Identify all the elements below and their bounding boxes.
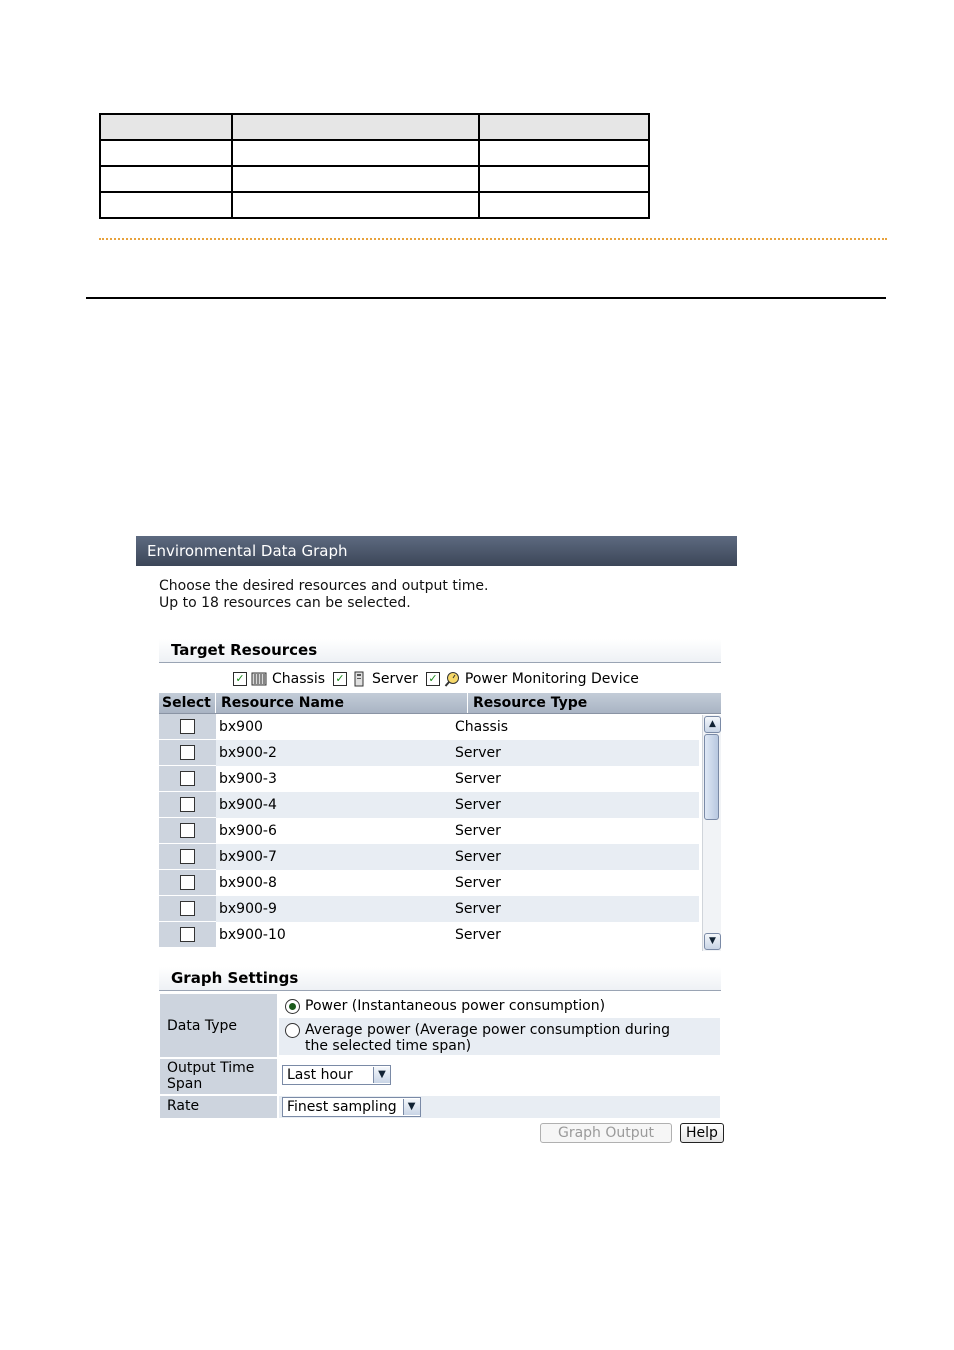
average-power-radio[interactable] xyxy=(285,1023,300,1038)
resource-type-cell: Server xyxy=(455,849,501,865)
column-header-select[interactable]: Select xyxy=(159,693,216,713)
server-icon xyxy=(351,671,367,687)
table-row[interactable] xyxy=(159,870,699,896)
intro-line-1: Choose the desired resources and output time. xyxy=(159,578,489,594)
chassis-icon xyxy=(251,671,267,687)
panel-actions xyxy=(540,1123,724,1143)
intro-text xyxy=(159,578,488,612)
row-select-checkbox[interactable] xyxy=(180,771,195,786)
panel-title: Environmental Data Graph xyxy=(136,536,737,566)
top-table xyxy=(99,113,650,219)
target-resources-header: Target Resources xyxy=(159,639,721,663)
table-row[interactable] xyxy=(159,818,699,844)
power-monitoring-icon xyxy=(444,671,460,687)
power-monitoring-filter-checkbox[interactable]: ✓ xyxy=(426,672,440,686)
chassis-filter-checkbox[interactable]: ✓ xyxy=(233,672,247,686)
intro-line-2: Up to 18 resources can be selected. xyxy=(159,595,411,611)
resource-name-cell: bx900-6 xyxy=(219,823,277,839)
table-row[interactable] xyxy=(159,792,699,818)
resource-name-cell: bx900-2 xyxy=(219,745,277,761)
column-header-resource-type[interactable]: Resource Type xyxy=(473,695,588,711)
graph-settings-header: Graph Settings xyxy=(159,967,721,991)
power-monitoring-filter-label: Power Monitoring Device xyxy=(464,671,639,687)
data-type-row xyxy=(160,994,720,1057)
resource-type-filters xyxy=(233,669,647,689)
row-select-checkbox[interactable] xyxy=(180,927,195,942)
resource-grid xyxy=(159,693,721,951)
output-time-span-select[interactable]: Last hour ▼ xyxy=(282,1065,391,1085)
data-type-option-average-power[interactable]: Average power (Average power consumption during the selected time span) xyxy=(279,1018,720,1055)
dotted-divider xyxy=(99,238,887,240)
table-row[interactable] xyxy=(159,922,699,948)
chevron-down-icon: ▼ xyxy=(373,1067,390,1083)
row-select-checkbox[interactable] xyxy=(180,797,195,812)
graph-output-button[interactable]: Graph Output xyxy=(540,1123,672,1143)
row-select-checkbox[interactable] xyxy=(180,849,195,864)
resource-type-cell: Server xyxy=(455,745,501,761)
row-select-checkbox[interactable] xyxy=(180,719,195,734)
resource-type-cell: Chassis xyxy=(455,719,508,735)
row-select-checkbox[interactable] xyxy=(180,745,195,760)
resource-name-cell: bx900-9 xyxy=(219,901,277,917)
resource-type-cell: Server xyxy=(455,771,501,787)
resource-type-cell: Server xyxy=(455,797,501,813)
table-row[interactable] xyxy=(159,740,699,766)
data-type-option-power[interactable]: Power (Instantaneous power consumption) xyxy=(279,994,720,1018)
rate-select[interactable]: Finest sampling ▼ xyxy=(282,1097,421,1117)
table-row[interactable] xyxy=(159,766,699,792)
resource-name-cell: bx900-8 xyxy=(219,875,277,891)
chevron-down-icon: ▼ xyxy=(403,1099,420,1115)
resource-name-cell: bx900-10 xyxy=(219,927,286,943)
power-radio[interactable] xyxy=(285,999,300,1014)
rate-label: Rate xyxy=(160,1096,277,1118)
column-header-resource-name[interactable]: Resource Name xyxy=(216,693,468,713)
table-row[interactable] xyxy=(159,714,699,740)
resource-name-cell: bx900 xyxy=(219,719,263,735)
table-row[interactable] xyxy=(159,896,699,922)
chassis-filter-label: Chassis xyxy=(272,671,325,687)
scroll-up-icon[interactable]: ▲ xyxy=(704,716,721,733)
rate-row xyxy=(160,1096,720,1118)
resource-type-cell: Server xyxy=(455,927,501,943)
resource-rows xyxy=(159,714,699,948)
row-select-checkbox[interactable] xyxy=(180,901,195,916)
output-time-span-label: Output Time Span xyxy=(160,1059,277,1094)
resource-grid-scrollbar[interactable] xyxy=(702,715,721,951)
resource-type-cell: Server xyxy=(455,875,501,891)
output-time-span-row xyxy=(160,1059,720,1094)
server-filter-label: Server xyxy=(372,671,418,687)
graph-settings xyxy=(160,994,720,1120)
scroll-down-icon[interactable]: ▼ xyxy=(704,933,721,950)
resource-type-cell: Server xyxy=(455,901,501,917)
help-button[interactable]: Help xyxy=(680,1123,724,1143)
server-filter-checkbox[interactable]: ✓ xyxy=(333,672,347,686)
resource-name-cell: bx900-3 xyxy=(219,771,277,787)
row-select-checkbox[interactable] xyxy=(180,823,195,838)
data-type-label: Data Type xyxy=(160,994,277,1057)
section-divider xyxy=(86,297,886,299)
environmental-data-graph-panel xyxy=(136,536,737,1146)
resource-name-cell: bx900-7 xyxy=(219,849,277,865)
resource-type-cell: Server xyxy=(455,823,501,839)
table-row[interactable] xyxy=(159,844,699,870)
resource-grid-header xyxy=(159,693,721,714)
resource-name-cell: bx900-4 xyxy=(219,797,277,813)
row-select-checkbox[interactable] xyxy=(180,875,195,890)
scroll-thumb[interactable] xyxy=(704,734,719,820)
